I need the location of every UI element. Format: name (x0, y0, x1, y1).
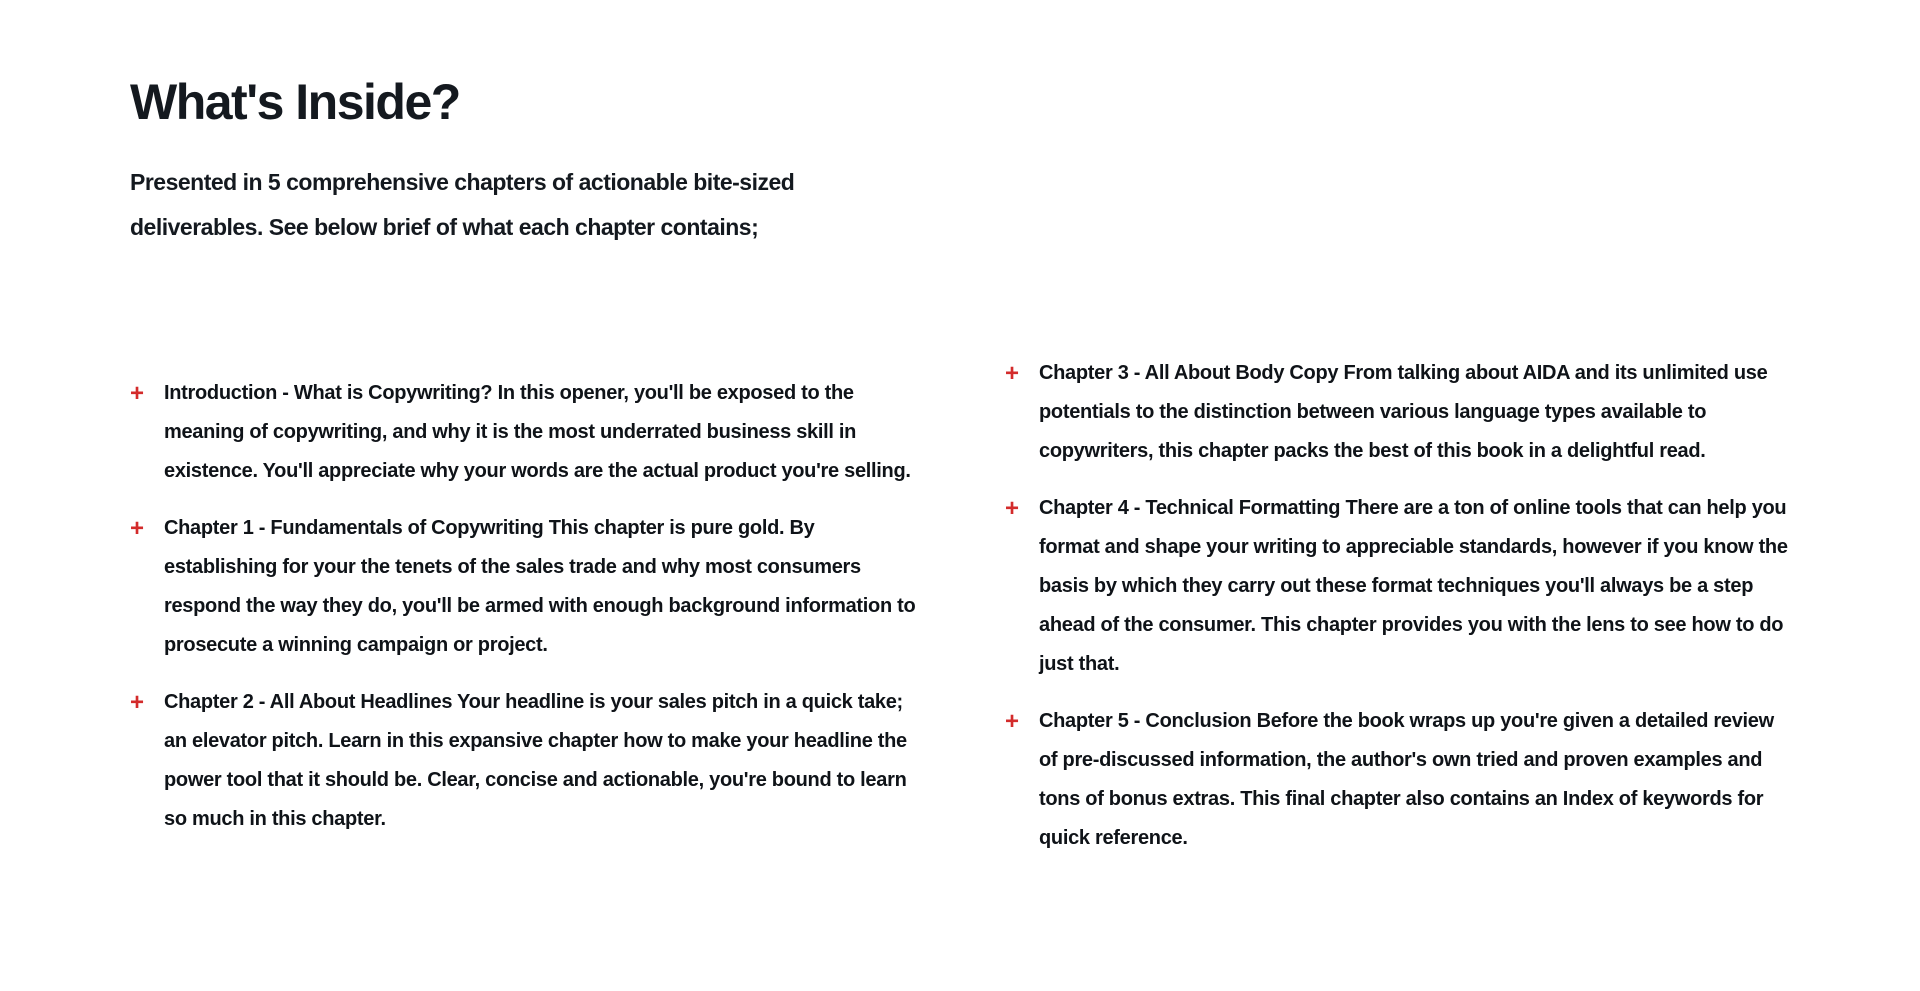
list-item-text: Chapter 3 - All About Body Copy From talking about AIDA and its unlimited use potentials to the distinction between various language types available to copywriters, this chapter packs the best of this book in a delightful read. (1039, 362, 1768, 462)
plus-bullet-icon: + (130, 379, 144, 407)
section-subtitle (130, 160, 1920, 250)
chapter-list-right-column (1005, 354, 1795, 858)
list-item-introduction (130, 374, 920, 491)
plus-bullet-icon: + (130, 514, 144, 542)
list-item-chapter-5 (1005, 702, 1795, 858)
chapter-lists (130, 354, 1920, 858)
list-item-chapter-1 (130, 509, 920, 665)
list-item-text: Chapter 4 - Technical Formatting There are a ton of online tools that can help you format and shape your writing to appreciable standards, however if you know the basis by which they carry out these format techniques you'll always be a step ahead of the consumer. This chapter provides you with the lens to see how to do just that. (1039, 497, 1788, 675)
plus-bullet-icon: + (130, 688, 144, 716)
list-item-chapter-2 (130, 683, 920, 839)
plus-bullet-icon: + (1005, 708, 1019, 735)
chapter-list-left-column (130, 374, 920, 839)
page-title: What's Inside? (130, 74, 460, 130)
list-item-chapter-3 (1005, 354, 1795, 471)
list-item-text: Chapter 1 - Fundamentals of Copywriting This chapter is pure gold. By establishing for your the tenets of the sales trade and why most consumers respond the way they do, you'll be armed with enough background information to prosecute a winning campaign or project. (164, 516, 916, 656)
list-item-text: Chapter 5 - Conclusion Before the book wraps up you're given a detailed review of pre-discussed information, the author's own tried and proven examples and tons of bonus extras. This final chapter also contains an Index of keywords for quick reference. (1039, 710, 1774, 849)
list-item-chapter-4 (1005, 489, 1795, 684)
plus-bullet-icon: + (1005, 360, 1019, 387)
list-item-text: Chapter 2 - All About Headlines Your headline is your sales pitch in a quick take; an elevator pitch. Learn in this expansive chapter how to make your headline the power tool that it should be. Clear, concise and actionable, you're bound to learn so much in this chapter. (164, 690, 907, 830)
plus-bullet-icon: + (1005, 495, 1019, 522)
subtitle-line-2: deliverables. See below brief of what each chapter contains; (130, 214, 759, 240)
list-item-text: Introduction - What is Copywriting? In this opener, you'll be exposed to the meaning of copywriting, and why it is the most underrated business skill in existence. You'll appreciate why your words are the actual product you're selling. (164, 381, 911, 482)
subtitle-line-1: Presented in 5 comprehensive chapters of actionable bite-sized (130, 169, 795, 195)
